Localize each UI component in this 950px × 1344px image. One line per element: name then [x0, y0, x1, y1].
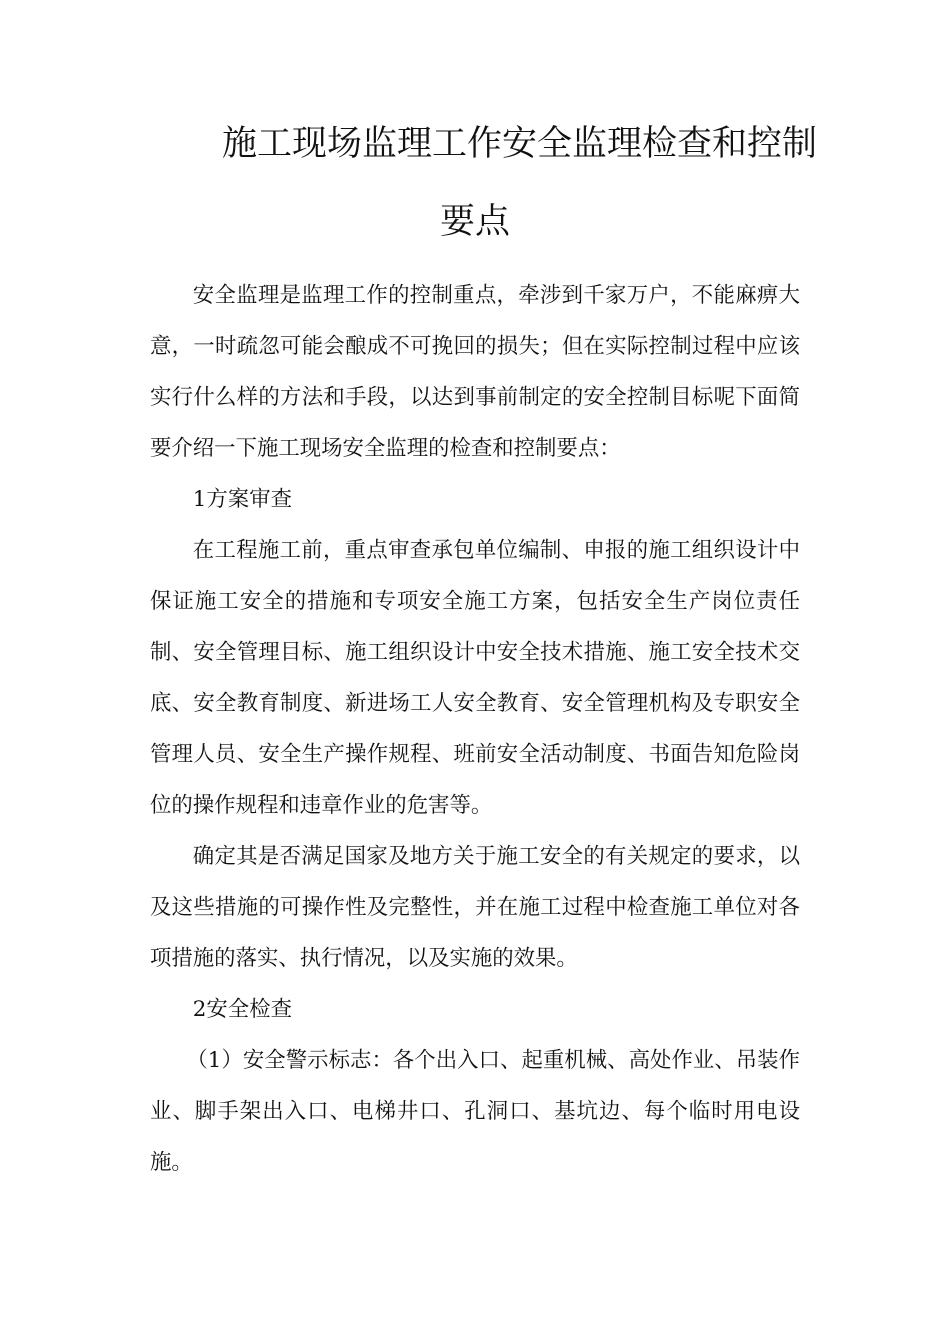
warning-signs-paragraph: （1）安全警示标志：各个出入口、起重机械、高处作业、吊装作业、脚手架出入口、电梯井口、孔洞口、基坑边、每个临时用电设施。: [150, 1048, 800, 1175]
section-heading-plan-review: 1方案审查: [192, 487, 292, 512]
document-title-continued: 要点: [439, 202, 510, 242]
section-heading-safety-inspection: 2安全检查: [192, 997, 292, 1022]
compliance-paragraph: 确定其是否满足国家及地方关于施工安全的有关规定的要求，以及这些措施的可操作性及完整性，并在施工过程中检查施工单位对各项措施的落实、执行情况，以及实施的效果。: [150, 844, 800, 971]
plan-review-paragraph: 在工程施工前，重点审查承包单位编制、申报的施工组织设计中保证施工安全的措施和专项安全施工方案，包括安全生产岗位责任制、安全管理目标、施工组织设计中安全技术措施、施工安全技术交底、安全教育制度、新进场工人安全教育、安全管理机构及专职安全管理人员、安全生产操作规程、班前安全活动制度、书面告知危险岗位的操作规程和违章作业的危害等。: [150, 538, 800, 818]
intro-paragraph: 安全监理是监理工作的控制重点，牵涉到千家万户，不能麻痹大意，一时疏忽可能会酿成不可挽回的损失；但在实际控制过程中应该实行什么样的方法和手段，以达到事前制定的安全控制目标呢下面简要介绍一下施工现场安全监理的检查和控制要点：: [150, 283, 800, 461]
document-body: [150, 270, 800, 1188]
document-title: 施工现场监理工作安全监理检查和控制: [222, 124, 818, 164]
